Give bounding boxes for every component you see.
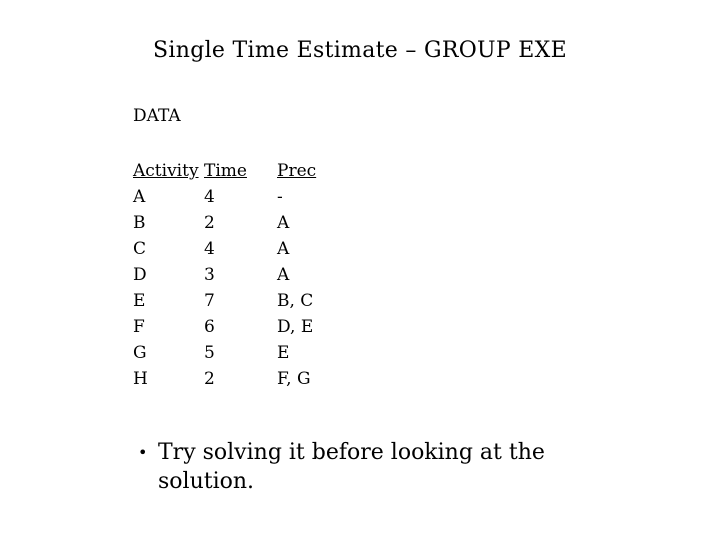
prec-cell: B, C — [277, 291, 314, 311]
prec-cell: A — [277, 265, 290, 285]
table-row — [133, 184, 357, 210]
table-row — [133, 262, 357, 288]
table-row — [133, 366, 357, 392]
activity-cell: E — [133, 291, 146, 311]
bullet-note — [138, 438, 578, 496]
column-header-prec: Prec — [277, 161, 317, 181]
section-label: DATA — [133, 106, 181, 126]
time-cell: 4 — [204, 239, 215, 259]
prec-cell: A — [277, 213, 290, 233]
time-cell: 5 — [204, 343, 215, 363]
activity-table — [133, 158, 357, 392]
prec-cell: F, G — [277, 369, 311, 389]
column-header-activity: Activity — [133, 161, 199, 181]
time-cell: 4 — [204, 187, 215, 207]
time-cell: 6 — [204, 317, 215, 337]
note-text: Try solving it before looking at the solution. — [158, 440, 545, 494]
table-row — [133, 288, 357, 314]
column-header-time: Time — [204, 161, 247, 181]
activity-cell: D — [133, 265, 147, 285]
time-cell: 2 — [204, 213, 215, 233]
activity-cell: F — [133, 317, 145, 337]
activity-cell: G — [133, 343, 147, 363]
time-cell: 2 — [204, 369, 215, 389]
prec-cell: A — [277, 239, 290, 259]
table-row — [133, 314, 357, 340]
activity-cell: B — [133, 213, 146, 233]
activity-cell: C — [133, 239, 147, 259]
prec-cell: D, E — [277, 317, 314, 337]
activity-cell: A — [133, 187, 146, 207]
bullet-icon: • — [138, 443, 148, 462]
time-cell: 7 — [204, 291, 215, 311]
prec-cell: E — [277, 343, 290, 363]
table-row — [133, 340, 357, 366]
slide-title: Single Time Estimate – GROUP EXE — [153, 38, 567, 63]
prec-cell: - — [277, 187, 283, 207]
table-row — [133, 210, 357, 236]
table-row — [133, 236, 357, 262]
activity-cell: H — [133, 369, 148, 389]
time-cell: 3 — [204, 265, 215, 285]
table-header-row — [133, 158, 357, 184]
